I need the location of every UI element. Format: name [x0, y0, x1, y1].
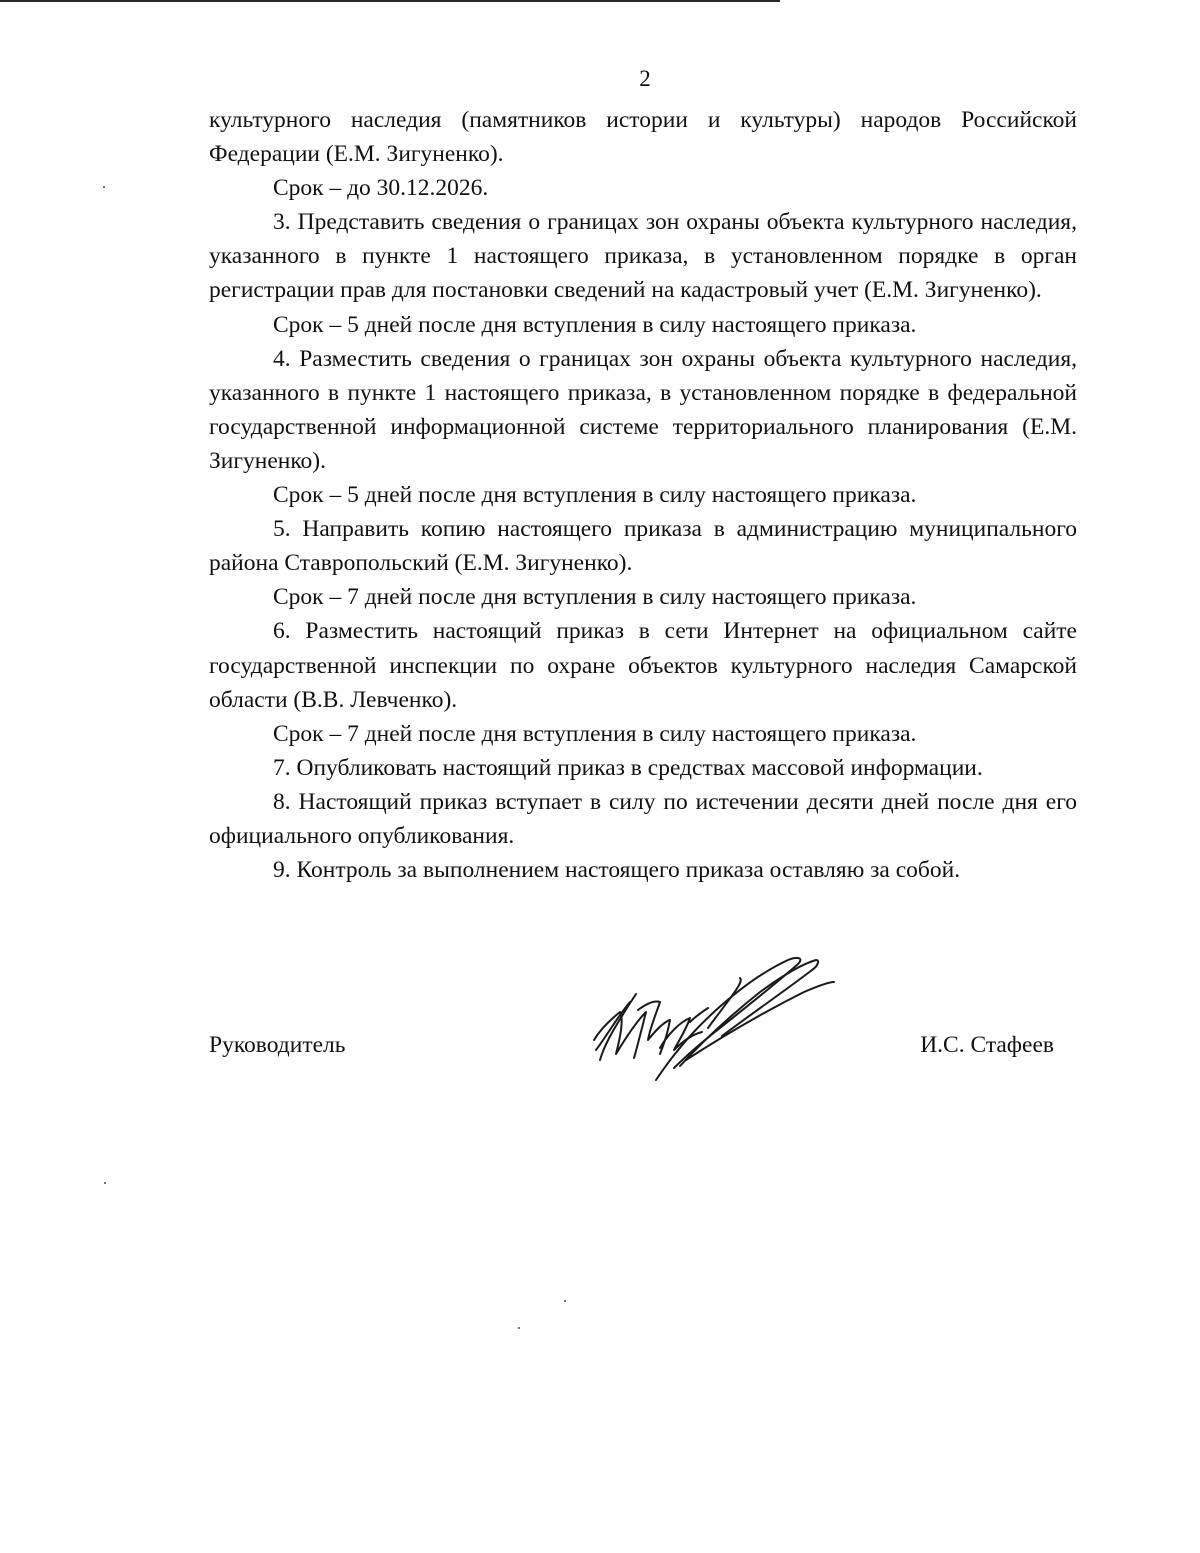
- paragraph-13: 9. Контроль за выполнением настоящего приказа оставляю за собой.: [273, 857, 961, 884]
- paragraph-8: Срок – 7 дней после дня вступления в силу настоящего приказа.: [273, 584, 917, 611]
- signer-title: Руководитель: [209, 1032, 346, 1058]
- paragraph-3: 3. Представить сведения о границах зон охраны объекта культурного наследия, указанного в пункте 1 настоящего приказа, в установленном порядке в орган регистрации прав для постановки сведений на кадастровый учет (Е.М. Зигуненко).: [209, 209, 1077, 304]
- paragraph-9: 6. Разместить настоящий приказ в сети Интернет на официальном сайте государственной инспекции по охране объектов культурного наследия Самарской области (В.В. Левченко).: [209, 618, 1077, 713]
- document-body: [209, 103, 1077, 887]
- paragraph-5: 4. Разместить сведения о границах зон охраны объекта культурного наследия, указанного в пункте 1 настоящего приказа, в установленном порядке в федеральной государственной информационной системе территориального планирования (Е.М. Зигуненко).: [209, 345, 1077, 474]
- paragraph-4: Срок – 5 дней после дня вступления в силу настоящего приказа.: [273, 311, 917, 338]
- paragraph-11: 7. Опубликовать настоящий приказ в средствах массовой информации.: [273, 754, 983, 781]
- signer-name: И.С. Стафеев: [920, 1032, 1054, 1058]
- paragraph-10: Срок – 7 дней после дня вступления в силу настоящего приказа.: [273, 720, 917, 747]
- scan-speck: [564, 1300, 566, 1302]
- scan-top-edge: [0, 0, 780, 2]
- signature-block: [209, 1032, 1054, 1072]
- paragraph-12: 8. Настоящий приказ вступает в силу по истечении десяти дней после дня его официального опубликования.: [209, 788, 1077, 849]
- scan-speck: [103, 186, 105, 188]
- paragraph-6: Срок – 5 дней после дня вступления в силу настоящего приказа.: [273, 482, 917, 509]
- paragraph-2: Срок – до 30.12.2026.: [273, 175, 489, 202]
- scan-speck: [104, 1182, 106, 1184]
- scan-speck: [518, 1327, 520, 1329]
- page-number: 2: [639, 66, 651, 91]
- paragraph-7: 5. Направить копию настоящего приказа в администрацию муниципального района Ставропольский (Е.М. Зигуненко).: [209, 516, 1077, 577]
- paragraph-1: культурного наследия (памятников истории и культуры) народов Российской Федерации (Е.М. Зигуненко).: [209, 107, 1077, 168]
